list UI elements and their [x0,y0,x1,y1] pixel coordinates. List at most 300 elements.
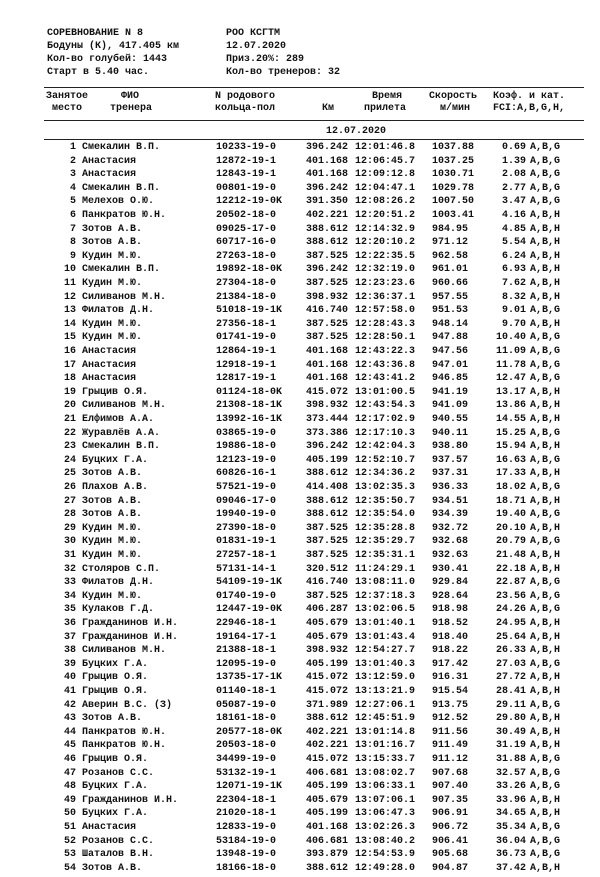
table-row [0,673,600,686]
trainer-name: Буцких Г.А. [82,808,149,820]
speed-value: 937.31 [432,468,469,480]
trainer-name: Мелехов О.Ю. [82,196,155,208]
speed-value: 917.42 [432,658,469,670]
coefficient: 34.65 [495,808,526,820]
ring-number: 57521-19-0 [216,482,277,493]
ring-number: 12123-19-0 [216,454,277,466]
ring-number: 21308-18-1K [216,400,283,412]
categories: A,B,H [530,250,561,262]
place-cell: 14 [63,318,76,330]
distance-km: 387.525 [306,550,349,561]
arrival-time: 12:27:06.1 [355,699,416,711]
arrival-time: 13:08:02.7 [355,767,416,779]
categories: A,B,G [530,454,561,466]
trainer-name: Панкратов Ю.Н. [82,210,167,221]
arrival-time: 12:04:47.1 [355,182,416,194]
trainer-name: Елфимов А.А. [82,414,155,425]
col-speed-line1: Скорость [429,91,478,102]
ring-number: 13992-16-1K [216,414,283,425]
categories: A,B,G [530,482,561,493]
place-cell: 8 [69,237,76,249]
trainer-name: Смекалин В.П. [82,441,161,453]
arrival-time: 12:35:54.0 [355,509,416,521]
place-cell: 29 [63,522,76,534]
table-row [0,415,600,428]
table-row [0,578,600,591]
distance-km: 387.525 [306,590,349,602]
col-name-line1: ФИО [121,91,140,102]
trainer-name: Столяров С.П. [82,563,161,575]
distance-km: 387.525 [306,318,349,330]
arrival-time: 12:28:50.1 [355,332,416,344]
distance-km: 388.612 [306,862,349,874]
distance-km: 406.287 [306,604,349,616]
coefficient: 13.86 [495,400,526,412]
col-ring-line2: кольца-пол [215,103,276,114]
ring-number: 22946-18-1 [216,618,277,629]
distance-km: 388.612 [306,237,349,249]
trainer-name: Грыцив О.Я. [82,386,149,398]
distance-km: 416.740 [306,305,349,317]
trainer-name: Зотов А.В. [82,223,143,235]
table-row [0,320,600,333]
prize-count: Приз.20%: 289 [226,54,305,65]
ring-number: 12447-19-0K [216,604,283,616]
coefficient: 22.18 [495,563,526,575]
trainer-name: Анастасия [82,359,137,371]
categories: A,B,H [530,400,561,412]
trainer-name: Розанов С.С. [82,835,155,847]
arrival-time: 12:06:45.7 [355,155,416,167]
trainer-name: Филатов Д.Н. [82,577,155,589]
ring-number: 53132-19-1 [216,767,277,779]
speed-value: 912.52 [432,713,469,725]
ring-number: 21388-18-1 [216,645,277,657]
place-cell: 51 [63,822,76,833]
speed-value: 911.12 [432,754,469,765]
ring-number: 01140-18-1 [216,686,277,697]
distance-km: 405.679 [306,631,349,643]
ring-number: 60826-16-1 [216,468,277,480]
place-cell: 7 [69,223,76,235]
date-label: 12.07.2020 [326,126,387,137]
distance-km: 401.168 [306,155,349,167]
place-cell: 40 [63,672,76,684]
header-rule [44,120,584,121]
col-ring-line1: N родового [215,91,276,102]
place-cell: 3 [69,169,76,181]
arrival-time: 13:01:14.8 [355,726,416,738]
race-date: 12.07.2020 [226,41,287,52]
arrival-time: 13:07:06.1 [355,794,416,806]
categories: A,B,G [530,305,561,317]
trainer-name: Кудин М.Ю. [82,318,143,330]
arrival-time: 12:01:46.8 [355,142,416,153]
distance-km: 402.221 [306,210,349,221]
coefficient: 31.19 [495,740,526,752]
trainer-name: Филатов Д.Н. [82,305,155,317]
coefficient: 37.42 [495,862,526,874]
arrival-time: 12:14:32.9 [355,223,416,235]
place-cell: 4 [69,182,76,194]
ring-number: 19892-18-0K [216,264,283,276]
speed-value: 948.14 [432,318,469,330]
speed-value: 940.11 [432,427,469,439]
distance-km: 401.168 [306,346,349,357]
categories: A,B,G [530,182,561,194]
table-row [0,483,600,496]
ring-number: 05087-19-0 [216,699,277,711]
speed-value: 929.84 [432,577,469,589]
ring-number: 27390-18-0 [216,522,277,534]
speed-value: 932.63 [432,550,469,561]
col-place-line1: Занятое [46,91,89,102]
arrival-time: 13:01:43.4 [355,631,416,643]
table-row [0,429,600,442]
place-cell: 49 [63,794,76,806]
table-row [0,293,600,306]
place-cell: 36 [63,618,76,629]
table-row [0,333,600,346]
place-cell: 37 [63,631,76,643]
place-cell: 13 [63,305,76,317]
distance-km: 406.681 [306,767,349,779]
ring-number: 60717-16-0 [216,237,277,249]
ring-number: 03865-19-0 [216,427,277,439]
trainer-name: Анастасия [82,155,137,167]
coefficient: 6.24 [501,250,526,262]
coefficient: 32.57 [495,767,526,779]
col-coef-line1: Коэф. и кат. [493,91,566,102]
distance-km: 405.679 [306,794,349,806]
coefficient: 24.95 [495,618,526,629]
place-cell: 47 [63,767,76,779]
place-cell: 20 [63,400,76,412]
coefficient: 20.79 [495,536,526,548]
ring-number: 12918-19-1 [216,359,277,371]
distance-km: 388.612 [306,223,349,235]
distance-km: 393.879 [306,849,349,861]
categories: A,B,G [530,169,561,181]
categories: A,B,G [530,767,561,779]
trainer-name: Кудин М.Ю. [82,278,143,289]
speed-value: 907.68 [432,767,469,779]
speed-value: 1037.88 [432,142,475,153]
categories: A,B,H [530,291,561,303]
table-row [0,551,600,564]
speed-value: 906.91 [432,808,469,820]
trainer-name: Силиванов М.Н. [82,291,167,303]
trainer-name: Анастасия [82,822,137,833]
table-row [0,660,600,673]
table-row [0,197,600,210]
start-time: Старт в 5.40 час. [47,67,150,78]
trainer-name: Кулаков Г.Д. [82,604,155,616]
table-row [0,401,600,414]
coefficient: 4.16 [501,210,526,221]
speed-value: 947.88 [432,332,469,344]
trainer-name: Анастасия [82,346,137,357]
table-row [0,687,600,700]
ring-number: 09046-17-0 [216,495,277,507]
coefficient: 2.77 [501,182,526,194]
speed-value: 951.53 [432,305,469,317]
categories: A,B,G [530,509,561,521]
categories: A,B,G [530,427,561,439]
categories: A,B,G [530,604,561,616]
arrival-time: 12:28:43.3 [355,318,416,330]
coefficient: 12.47 [495,373,526,385]
coefficient: 15.94 [495,441,526,453]
speed-value: 904.87 [432,862,469,874]
categories: A,B,H [530,713,561,725]
distance-km: 388.612 [306,509,349,521]
coefficient: 29.80 [495,713,526,725]
speed-value: 906.41 [432,835,469,847]
categories: A,B,H [530,495,561,507]
categories: A,B,G [530,590,561,602]
distance-km: 401.168 [306,169,349,181]
place-cell: 44 [63,726,76,738]
categories: A,B,H [530,645,561,657]
ring-number: 51018-19-1K [216,305,283,317]
distance-km: 391.350 [306,196,349,208]
place-cell: 11 [63,278,76,289]
race-distance: Бодуны (К), 417.405 км [47,41,180,52]
coefficient: 3.47 [501,196,526,208]
coefficient: 36.73 [495,849,526,861]
place-cell: 53 [63,849,76,861]
coefficient: 1.39 [501,155,526,167]
col-km: Км [322,103,335,114]
table-row [0,347,600,360]
trainer-name: Зотов А.В. [82,862,143,874]
distance-km: 405.199 [306,781,349,793]
table-row [0,728,600,741]
coefficient: 5.54 [501,237,526,249]
distance-km: 402.221 [306,740,349,752]
arrival-time: 12:08:26.2 [355,196,416,208]
ring-number: 12843-19-1 [216,169,277,181]
arrival-time: 12:20:51.2 [355,210,416,221]
arrival-time: 11:24:29.1 [355,563,416,575]
distance-km: 396.242 [306,441,349,453]
trainer-count: Кол-во тренеров: 32 [226,67,341,78]
distance-km: 396.242 [306,182,349,194]
speed-value: 1029.78 [432,182,475,194]
distance-km: 387.525 [306,332,349,344]
pigeon-count: Кол-во голубей: 1443 [47,54,168,65]
place-cell: 50 [63,808,76,820]
distance-km: 388.612 [306,468,349,480]
distance-km: 401.168 [306,373,349,385]
table-row [0,497,600,510]
competition-title: СОРЕВНОВАНИЕ N 8 [47,28,144,39]
categories: A,B,H [530,223,561,235]
categories: A,B,G [530,196,561,208]
table-row [0,823,600,836]
table-row [0,252,600,265]
arrival-time: 13:12:59.0 [355,672,416,684]
trainer-name: Кудин М.Ю. [82,250,143,262]
speed-value: 913.75 [432,699,469,711]
categories: A,B,H [530,550,561,561]
place-cell: 5 [69,196,76,208]
categories: A,B,H [530,618,561,629]
arrival-time: 13:01:40.3 [355,658,416,670]
categories: A,B,G [530,822,561,833]
ring-number: 27304-18-0 [216,278,277,289]
date-rule [44,139,584,140]
distance-km: 387.525 [306,278,349,289]
table-row [0,714,600,727]
speed-value: 947.56 [432,346,469,357]
speed-value: 937.57 [432,454,469,466]
ring-number: 54109-19-1K [216,577,283,589]
arrival-time: 12:54:53.9 [355,849,416,861]
ring-number: 13735-17-1K [216,672,283,684]
speed-value: 911.49 [432,740,469,752]
speed-value: 941.19 [432,386,469,398]
categories: A,B,H [530,237,561,249]
table-row [0,524,600,537]
table-row [0,796,600,809]
place-cell: 15 [63,332,76,344]
distance-km: 414.408 [306,482,349,493]
arrival-time: 12:36:37.1 [355,291,416,303]
ring-number: 20503-18-0 [216,740,277,752]
col-coef-line2: FCI:A,B,G,H, [493,103,566,114]
arrival-time: 13:02:06.5 [355,604,416,616]
distance-km: 415.072 [306,672,349,684]
trainer-name: Аверин В.С. (З) [82,699,173,711]
speed-value: 936.33 [432,482,469,493]
trainer-name: Плахов А.В. [82,482,149,493]
place-cell: 39 [63,658,76,670]
table-row [0,646,600,659]
place-cell: 16 [63,346,76,357]
ring-number: 12833-19-0 [216,822,277,833]
ring-number: 13948-19-0 [216,849,277,861]
trainer-name: Кудин М.Ю. [82,332,143,344]
col-time-line1: Время [372,91,403,102]
categories: A,B,G [530,536,561,548]
coefficient: 16.63 [495,454,526,466]
ring-number: 21384-18-0 [216,291,277,303]
trainer-name: Буцких Г.А. [82,781,149,793]
ring-number: 01740-19-0 [216,590,277,602]
trainer-name: Кудин М.Ю. [82,590,143,602]
table-row [0,592,600,605]
place-cell: 19 [63,386,76,398]
categories: A,B,H [530,808,561,820]
table-row [0,184,600,197]
table-row [0,170,600,183]
speed-value: 930.41 [432,563,469,575]
place-cell: 17 [63,359,76,371]
top-rule [44,87,584,88]
trainer-name: Смекалин В.П. [82,264,161,276]
ring-number: 12071-19-1K [216,781,283,793]
col-name-line2: тренера [110,103,153,114]
arrival-time: 12:17:02.9 [355,414,416,425]
speed-value: 1003.41 [432,210,475,221]
categories: A,B,H [530,563,561,575]
trainer-name: Зотов А.В. [82,713,143,725]
coefficient: 28.41 [495,686,526,697]
coefficient: 18.71 [495,495,526,507]
place-cell: 10 [63,264,76,276]
arrival-time: 13:08:11.0 [355,577,416,589]
speed-value: 961.01 [432,264,469,276]
ring-number: 27263-18-0 [216,250,277,262]
categories: A,B,H [530,740,561,752]
place-cell: 24 [63,454,76,466]
arrival-time: 12:52:10.7 [355,454,416,466]
coefficient: 9.70 [501,318,526,330]
distance-km: 415.072 [306,386,349,398]
place-cell: 9 [69,250,76,262]
arrival-time: 12:42:04.3 [355,441,416,453]
coefficient: 31.88 [495,754,526,765]
categories: A,B,H [530,386,561,398]
coefficient: 35.34 [495,822,526,833]
ring-number: 34499-19-0 [216,754,277,765]
table-row [0,782,600,795]
coefficient: 21.48 [495,550,526,561]
ring-number: 01124-18-0K [216,386,283,398]
place-cell: 6 [69,210,76,221]
trainer-name: Смекалин В.П. [82,142,161,153]
table-row [0,388,600,401]
table-row [0,374,600,387]
place-cell: 48 [63,781,76,793]
distance-km: 405.679 [306,618,349,629]
coefficient: 36.04 [495,835,526,847]
ring-number: 01741-19-0 [216,332,277,344]
categories: A,B,G [530,754,561,765]
distance-km: 398.932 [306,291,349,303]
place-cell: 12 [63,291,76,303]
distance-km: 387.525 [306,536,349,548]
arrival-time: 12:32:19.0 [355,264,416,276]
arrival-time: 12:57:58.0 [355,305,416,317]
arrival-time: 12:43:54.3 [355,400,416,412]
ring-number: 27356-18-1 [216,318,277,330]
ring-number: 12212-19-0K [216,196,283,208]
arrival-time: 12:43:22.3 [355,346,416,357]
distance-km: 405.199 [306,808,349,820]
speed-value: 907.40 [432,781,469,793]
table-row [0,619,600,632]
speed-value: 971.12 [432,237,469,249]
place-cell: 38 [63,645,76,657]
table-row [0,442,600,455]
categories: A,B,H [530,672,561,684]
categories: A,B,H [530,318,561,330]
place-cell: 41 [63,686,76,697]
place-cell: 54 [63,862,76,874]
arrival-time: 12:35:28.8 [355,522,416,534]
table-row [0,279,600,292]
speed-value: 918.40 [432,631,469,643]
arrival-time: 13:13:21.9 [355,686,416,697]
arrival-time: 13:06:47.3 [355,808,416,820]
table-row [0,850,600,863]
speed-value: 932.72 [432,522,469,534]
ring-number: 27257-18-1 [216,550,277,561]
distance-km: 416.740 [306,577,349,589]
